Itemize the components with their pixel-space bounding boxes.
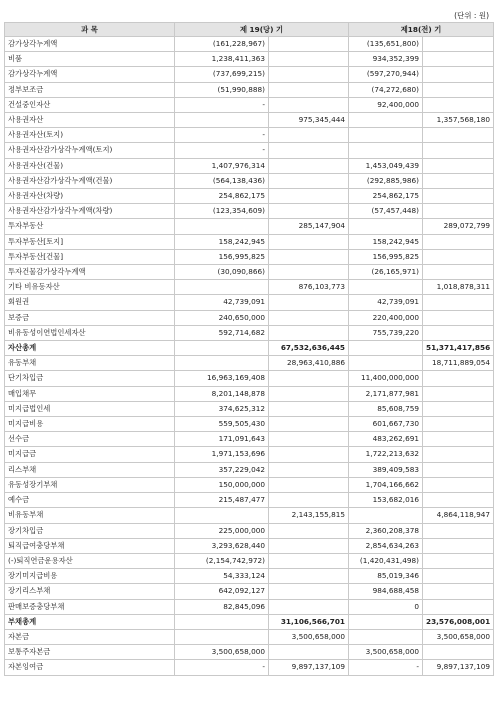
current-total-cell <box>269 143 349 158</box>
current-detail-cell: 16,963,169,408 <box>175 371 269 386</box>
current-total-cell <box>269 265 349 280</box>
current-total-cell <box>269 249 349 264</box>
account-name-cell: 장기미지급비용 <box>5 569 175 584</box>
account-name-cell: 자본잉여금 <box>5 660 175 675</box>
prior-total-cell <box>423 82 494 97</box>
current-detail-cell: 82,845,096 <box>175 599 269 614</box>
prior-total-cell <box>423 143 494 158</box>
prior-total-cell: 1,357,568,180 <box>423 113 494 128</box>
current-detail-cell: 8,201,148,878 <box>175 386 269 401</box>
header-prior-period: 제18(전) 기 <box>349 23 494 37</box>
table-row <box>5 523 494 538</box>
account-name-cell: 자산총계 <box>5 341 175 356</box>
prior-detail-cell: 158,242,945 <box>349 234 423 249</box>
prior-detail-cell: 92,400,000 <box>349 97 423 112</box>
table-row <box>5 97 494 112</box>
current-detail-cell: (123,354,609) <box>175 204 269 219</box>
table-row <box>5 614 494 629</box>
prior-detail-cell <box>349 219 423 234</box>
prior-detail-cell <box>349 614 423 629</box>
prior-total-cell <box>423 189 494 204</box>
prior-total-cell: 9,897,137,109 <box>423 660 494 675</box>
account-name-cell: 장기리스부채 <box>5 584 175 599</box>
prior-total-cell <box>423 432 494 447</box>
current-detail-cell <box>175 629 269 644</box>
prior-total-cell <box>423 401 494 416</box>
prior-detail-cell: 389,409,583 <box>349 462 423 477</box>
current-total-cell <box>269 462 349 477</box>
table-row <box>5 493 494 508</box>
current-total-cell <box>269 447 349 462</box>
prior-detail-cell: 1,722,213,632 <box>349 447 423 462</box>
table-row <box>5 249 494 264</box>
account-name-cell: 감가상각누계액 <box>5 37 175 52</box>
current-total-cell <box>269 234 349 249</box>
account-name-cell: 예수금 <box>5 493 175 508</box>
account-name-cell: 판매보증충당부채 <box>5 599 175 614</box>
account-name-cell: 비품 <box>5 52 175 67</box>
current-detail-cell: 3,500,658,000 <box>175 645 269 660</box>
current-total-cell: 31,106,566,701 <box>269 614 349 629</box>
prior-total-cell <box>423 128 494 143</box>
current-detail-cell: 559,505,430 <box>175 417 269 432</box>
table-row <box>5 386 494 401</box>
current-total-cell <box>269 204 349 219</box>
table-row <box>5 584 494 599</box>
account-name-cell: 건설중인자산 <box>5 97 175 112</box>
prior-total-cell <box>423 569 494 584</box>
account-name-cell: 사용권자산(건물) <box>5 158 175 173</box>
prior-detail-cell: 984,688,458 <box>349 584 423 599</box>
prior-detail-cell <box>349 113 423 128</box>
prior-total-cell <box>423 584 494 599</box>
current-total-cell <box>269 599 349 614</box>
account-name-cell: 단기차입금 <box>5 371 175 386</box>
current-total-cell <box>269 493 349 508</box>
header-current-period: 제 19(당) 기 <box>175 23 349 37</box>
current-detail-cell: 1,971,153,696 <box>175 447 269 462</box>
current-total-cell <box>269 189 349 204</box>
prior-detail-cell <box>349 341 423 356</box>
current-total-cell <box>269 584 349 599</box>
table-header-row <box>5 23 494 37</box>
account-name-cell: 정부보조금 <box>5 82 175 97</box>
current-detail-cell: 642,092,127 <box>175 584 269 599</box>
prior-detail-cell <box>349 128 423 143</box>
table-body <box>5 37 494 676</box>
prior-total-cell: 4,864,118,947 <box>423 508 494 523</box>
current-total-cell <box>269 52 349 67</box>
prior-detail-cell: 254,862,175 <box>349 189 423 204</box>
account-name-cell: 투자부동산[건물] <box>5 249 175 264</box>
current-total-cell: 28,963,410,886 <box>269 356 349 371</box>
table-row <box>5 310 494 325</box>
unit-note: (단위 : 원) <box>454 11 489 20</box>
prior-total-cell <box>423 173 494 188</box>
current-total-cell <box>269 386 349 401</box>
prior-detail-cell: 483,262,691 <box>349 432 423 447</box>
prior-total-cell <box>423 538 494 553</box>
account-name-cell: 감가상각누계액 <box>5 67 175 82</box>
prior-detail-cell: (74,272,680) <box>349 82 423 97</box>
account-name-cell: 비유동성이연법인세자산 <box>5 325 175 340</box>
prior-total-cell <box>423 265 494 280</box>
current-detail-cell: 254,862,175 <box>175 189 269 204</box>
prior-total-cell <box>423 386 494 401</box>
table-row <box>5 113 494 128</box>
current-total-cell <box>269 645 349 660</box>
table-row <box>5 599 494 614</box>
current-total-cell <box>269 417 349 432</box>
prior-detail-cell: 153,682,016 <box>349 493 423 508</box>
table-row <box>5 204 494 219</box>
current-total-cell <box>269 295 349 310</box>
prior-total-cell <box>423 417 494 432</box>
current-total-cell <box>269 553 349 568</box>
prior-total-cell <box>423 447 494 462</box>
table-row <box>5 341 494 356</box>
table-row <box>5 173 494 188</box>
prior-detail-cell: 601,667,730 <box>349 417 423 432</box>
prior-detail-cell: - <box>349 660 423 675</box>
prior-detail-cell: 2,854,634,263 <box>349 538 423 553</box>
account-name-cell: 퇴직급여충당부채 <box>5 538 175 553</box>
current-detail-cell: 225,000,000 <box>175 523 269 538</box>
prior-detail-cell: 2,360,208,378 <box>349 523 423 538</box>
table-row <box>5 629 494 644</box>
current-detail-cell: 171,091,643 <box>175 432 269 447</box>
account-name-cell: 리스부채 <box>5 462 175 477</box>
prior-total-cell <box>423 325 494 340</box>
prior-detail-cell: 1,704,166,662 <box>349 477 423 492</box>
current-total-cell <box>269 325 349 340</box>
current-detail-cell: (737,699,215) <box>175 67 269 82</box>
account-name-cell: 사용권자산(토지) <box>5 128 175 143</box>
current-total-cell <box>269 128 349 143</box>
table-row <box>5 37 494 52</box>
current-detail-cell: - <box>175 143 269 158</box>
prior-detail-cell: (135,651,800) <box>349 37 423 52</box>
current-detail-cell: 1,238,411,363 <box>175 52 269 67</box>
prior-total-cell <box>423 599 494 614</box>
prior-detail-cell: 42,739,091 <box>349 295 423 310</box>
prior-total-cell: 18,711,889,054 <box>423 356 494 371</box>
prior-detail-cell: 85,019,346 <box>349 569 423 584</box>
current-total-cell <box>269 82 349 97</box>
prior-detail-cell: 755,739,220 <box>349 325 423 340</box>
account-name-cell: 장기차입금 <box>5 523 175 538</box>
prior-detail-cell: (1,420,431,498) <box>349 553 423 568</box>
current-total-cell: 876,103,773 <box>269 280 349 295</box>
table-row <box>5 447 494 462</box>
account-name-cell: 투자건물감가상각누계액 <box>5 265 175 280</box>
table-row <box>5 569 494 584</box>
current-detail-cell: 374,625,312 <box>175 401 269 416</box>
current-detail-cell <box>175 280 269 295</box>
prior-total-cell <box>423 249 494 264</box>
prior-detail-cell: 220,400,000 <box>349 310 423 325</box>
current-total-cell <box>269 37 349 52</box>
prior-total-cell: 3,500,658,000 <box>423 629 494 644</box>
prior-total-cell: 23,576,008,001 <box>423 614 494 629</box>
table-row <box>5 295 494 310</box>
current-total-cell <box>269 538 349 553</box>
table-row <box>5 52 494 67</box>
prior-total-cell <box>423 493 494 508</box>
table-row <box>5 265 494 280</box>
current-detail-cell: 357,229,042 <box>175 462 269 477</box>
prior-total-cell: 51,371,417,856 <box>423 341 494 356</box>
current-total-cell: 67,532,636,445 <box>269 341 349 356</box>
prior-total-cell <box>423 234 494 249</box>
table-row <box>5 645 494 660</box>
table-row <box>5 371 494 386</box>
prior-total-cell <box>423 52 494 67</box>
table-row <box>5 143 494 158</box>
prior-detail-cell <box>349 280 423 295</box>
current-detail-cell <box>175 356 269 371</box>
prior-detail-cell: (26,165,971) <box>349 265 423 280</box>
account-name-cell: 사용권자산감가상각누계액(차량) <box>5 204 175 219</box>
account-name-cell: 자본금 <box>5 629 175 644</box>
account-name-cell: 투자부동산[토지] <box>5 234 175 249</box>
prior-detail-cell: (292,885,986) <box>349 173 423 188</box>
header-account: 과 목 <box>5 23 175 37</box>
current-detail-cell: 240,650,000 <box>175 310 269 325</box>
current-detail-cell: 592,714,682 <box>175 325 269 340</box>
account-name-cell: 보통주자본금 <box>5 645 175 660</box>
current-total-cell: 285,147,904 <box>269 219 349 234</box>
prior-detail-cell: 156,995,825 <box>349 249 423 264</box>
prior-detail-cell: 0 <box>349 599 423 614</box>
prior-total-cell <box>423 645 494 660</box>
prior-detail-cell <box>349 356 423 371</box>
prior-total-cell <box>423 158 494 173</box>
table-row <box>5 219 494 234</box>
current-detail-cell: - <box>175 97 269 112</box>
account-name-cell: 미지급금 <box>5 447 175 462</box>
table-row <box>5 508 494 523</box>
current-detail-cell <box>175 614 269 629</box>
current-detail-cell: - <box>175 128 269 143</box>
prior-total-cell <box>423 310 494 325</box>
account-name-cell: 선수금 <box>5 432 175 447</box>
current-total-cell <box>269 371 349 386</box>
account-name-cell: 비유동부채 <box>5 508 175 523</box>
table-row <box>5 432 494 447</box>
table-row <box>5 189 494 204</box>
current-detail-cell: (161,228,967) <box>175 37 269 52</box>
current-total-cell <box>269 67 349 82</box>
current-detail-cell: 156,995,825 <box>175 249 269 264</box>
current-detail-cell <box>175 219 269 234</box>
current-total-cell <box>269 569 349 584</box>
current-detail-cell: 42,739,091 <box>175 295 269 310</box>
table-row <box>5 234 494 249</box>
prior-detail-cell: (597,270,944) <box>349 67 423 82</box>
prior-total-cell <box>423 295 494 310</box>
table-row <box>5 82 494 97</box>
account-name-cell: 기타 비유동자산 <box>5 280 175 295</box>
prior-total-cell <box>423 204 494 219</box>
current-total-cell <box>269 97 349 112</box>
table-row <box>5 356 494 371</box>
table-row <box>5 401 494 416</box>
prior-detail-cell: 1,453,049,439 <box>349 158 423 173</box>
prior-detail-cell: (57,457,448) <box>349 204 423 219</box>
current-detail-cell: (30,090,866) <box>175 265 269 280</box>
current-total-cell <box>269 432 349 447</box>
table-row <box>5 553 494 568</box>
account-name-cell: 미지급법인세 <box>5 401 175 416</box>
prior-total-cell <box>423 37 494 52</box>
prior-total-cell <box>423 553 494 568</box>
prior-detail-cell <box>349 508 423 523</box>
current-total-cell: 3,500,658,000 <box>269 629 349 644</box>
account-name-cell: 투자부동산 <box>5 219 175 234</box>
prior-detail-cell <box>349 143 423 158</box>
account-name-cell: 부채총계 <box>5 614 175 629</box>
prior-detail-cell: 11,400,000,000 <box>349 371 423 386</box>
account-name-cell: (-)퇴직연금운용자산 <box>5 553 175 568</box>
table-row <box>5 660 494 675</box>
table-row <box>5 67 494 82</box>
current-detail-cell <box>175 113 269 128</box>
prior-detail-cell: 2,171,877,981 <box>349 386 423 401</box>
balance-sheet-table <box>4 22 494 676</box>
account-name-cell: 사용권자산감가상각누계액(토지) <box>5 143 175 158</box>
table-row <box>5 477 494 492</box>
current-total-cell: 975,345,444 <box>269 113 349 128</box>
table-row <box>5 128 494 143</box>
account-name-cell: 미지급비용 <box>5 417 175 432</box>
prior-total-cell <box>423 67 494 82</box>
prior-total-cell <box>423 477 494 492</box>
current-total-cell <box>269 477 349 492</box>
current-total-cell: 2,143,155,815 <box>269 508 349 523</box>
account-name-cell: 사용권자산 <box>5 113 175 128</box>
account-name-cell: 유동성장기부채 <box>5 477 175 492</box>
current-total-cell: 9,897,137,109 <box>269 660 349 675</box>
current-detail-cell: - <box>175 660 269 675</box>
current-detail-cell: 1,407,976,314 <box>175 158 269 173</box>
prior-total-cell: 1,018,878,311 <box>423 280 494 295</box>
table-row <box>5 280 494 295</box>
prior-detail-cell: 934,352,399 <box>349 52 423 67</box>
table-row <box>5 462 494 477</box>
prior-detail-cell: 3,500,658,000 <box>349 645 423 660</box>
current-detail-cell: 150,000,000 <box>175 477 269 492</box>
prior-total-cell: 289,072,799 <box>423 219 494 234</box>
current-detail-cell: 3,293,628,440 <box>175 538 269 553</box>
prior-total-cell <box>423 462 494 477</box>
table-row <box>5 325 494 340</box>
account-name-cell: 보증금 <box>5 310 175 325</box>
prior-total-cell <box>423 523 494 538</box>
table-row <box>5 538 494 553</box>
current-detail-cell: 215,487,477 <box>175 493 269 508</box>
current-total-cell <box>269 523 349 538</box>
table-row <box>5 417 494 432</box>
account-name-cell: 유동부채 <box>5 356 175 371</box>
account-name-cell: 사용권자산감가상각누계액(건물) <box>5 173 175 188</box>
current-detail-cell: (2,154,742,972) <box>175 553 269 568</box>
prior-total-cell <box>423 371 494 386</box>
current-detail-cell <box>175 341 269 356</box>
account-name-cell: 회원권 <box>5 295 175 310</box>
current-detail-cell <box>175 508 269 523</box>
current-total-cell <box>269 158 349 173</box>
current-detail-cell: (564,138,436) <box>175 173 269 188</box>
account-name-cell: 매입채무 <box>5 386 175 401</box>
current-detail-cell: 54,333,124 <box>175 569 269 584</box>
current-total-cell <box>269 401 349 416</box>
current-total-cell <box>269 310 349 325</box>
current-detail-cell: 158,242,945 <box>175 234 269 249</box>
table-row <box>5 158 494 173</box>
account-name-cell: 사용권자산(차량) <box>5 189 175 204</box>
current-total-cell <box>269 173 349 188</box>
current-detail-cell: (51,990,888) <box>175 82 269 97</box>
prior-total-cell <box>423 97 494 112</box>
prior-detail-cell <box>349 629 423 644</box>
prior-detail-cell: 85,608,759 <box>349 401 423 416</box>
